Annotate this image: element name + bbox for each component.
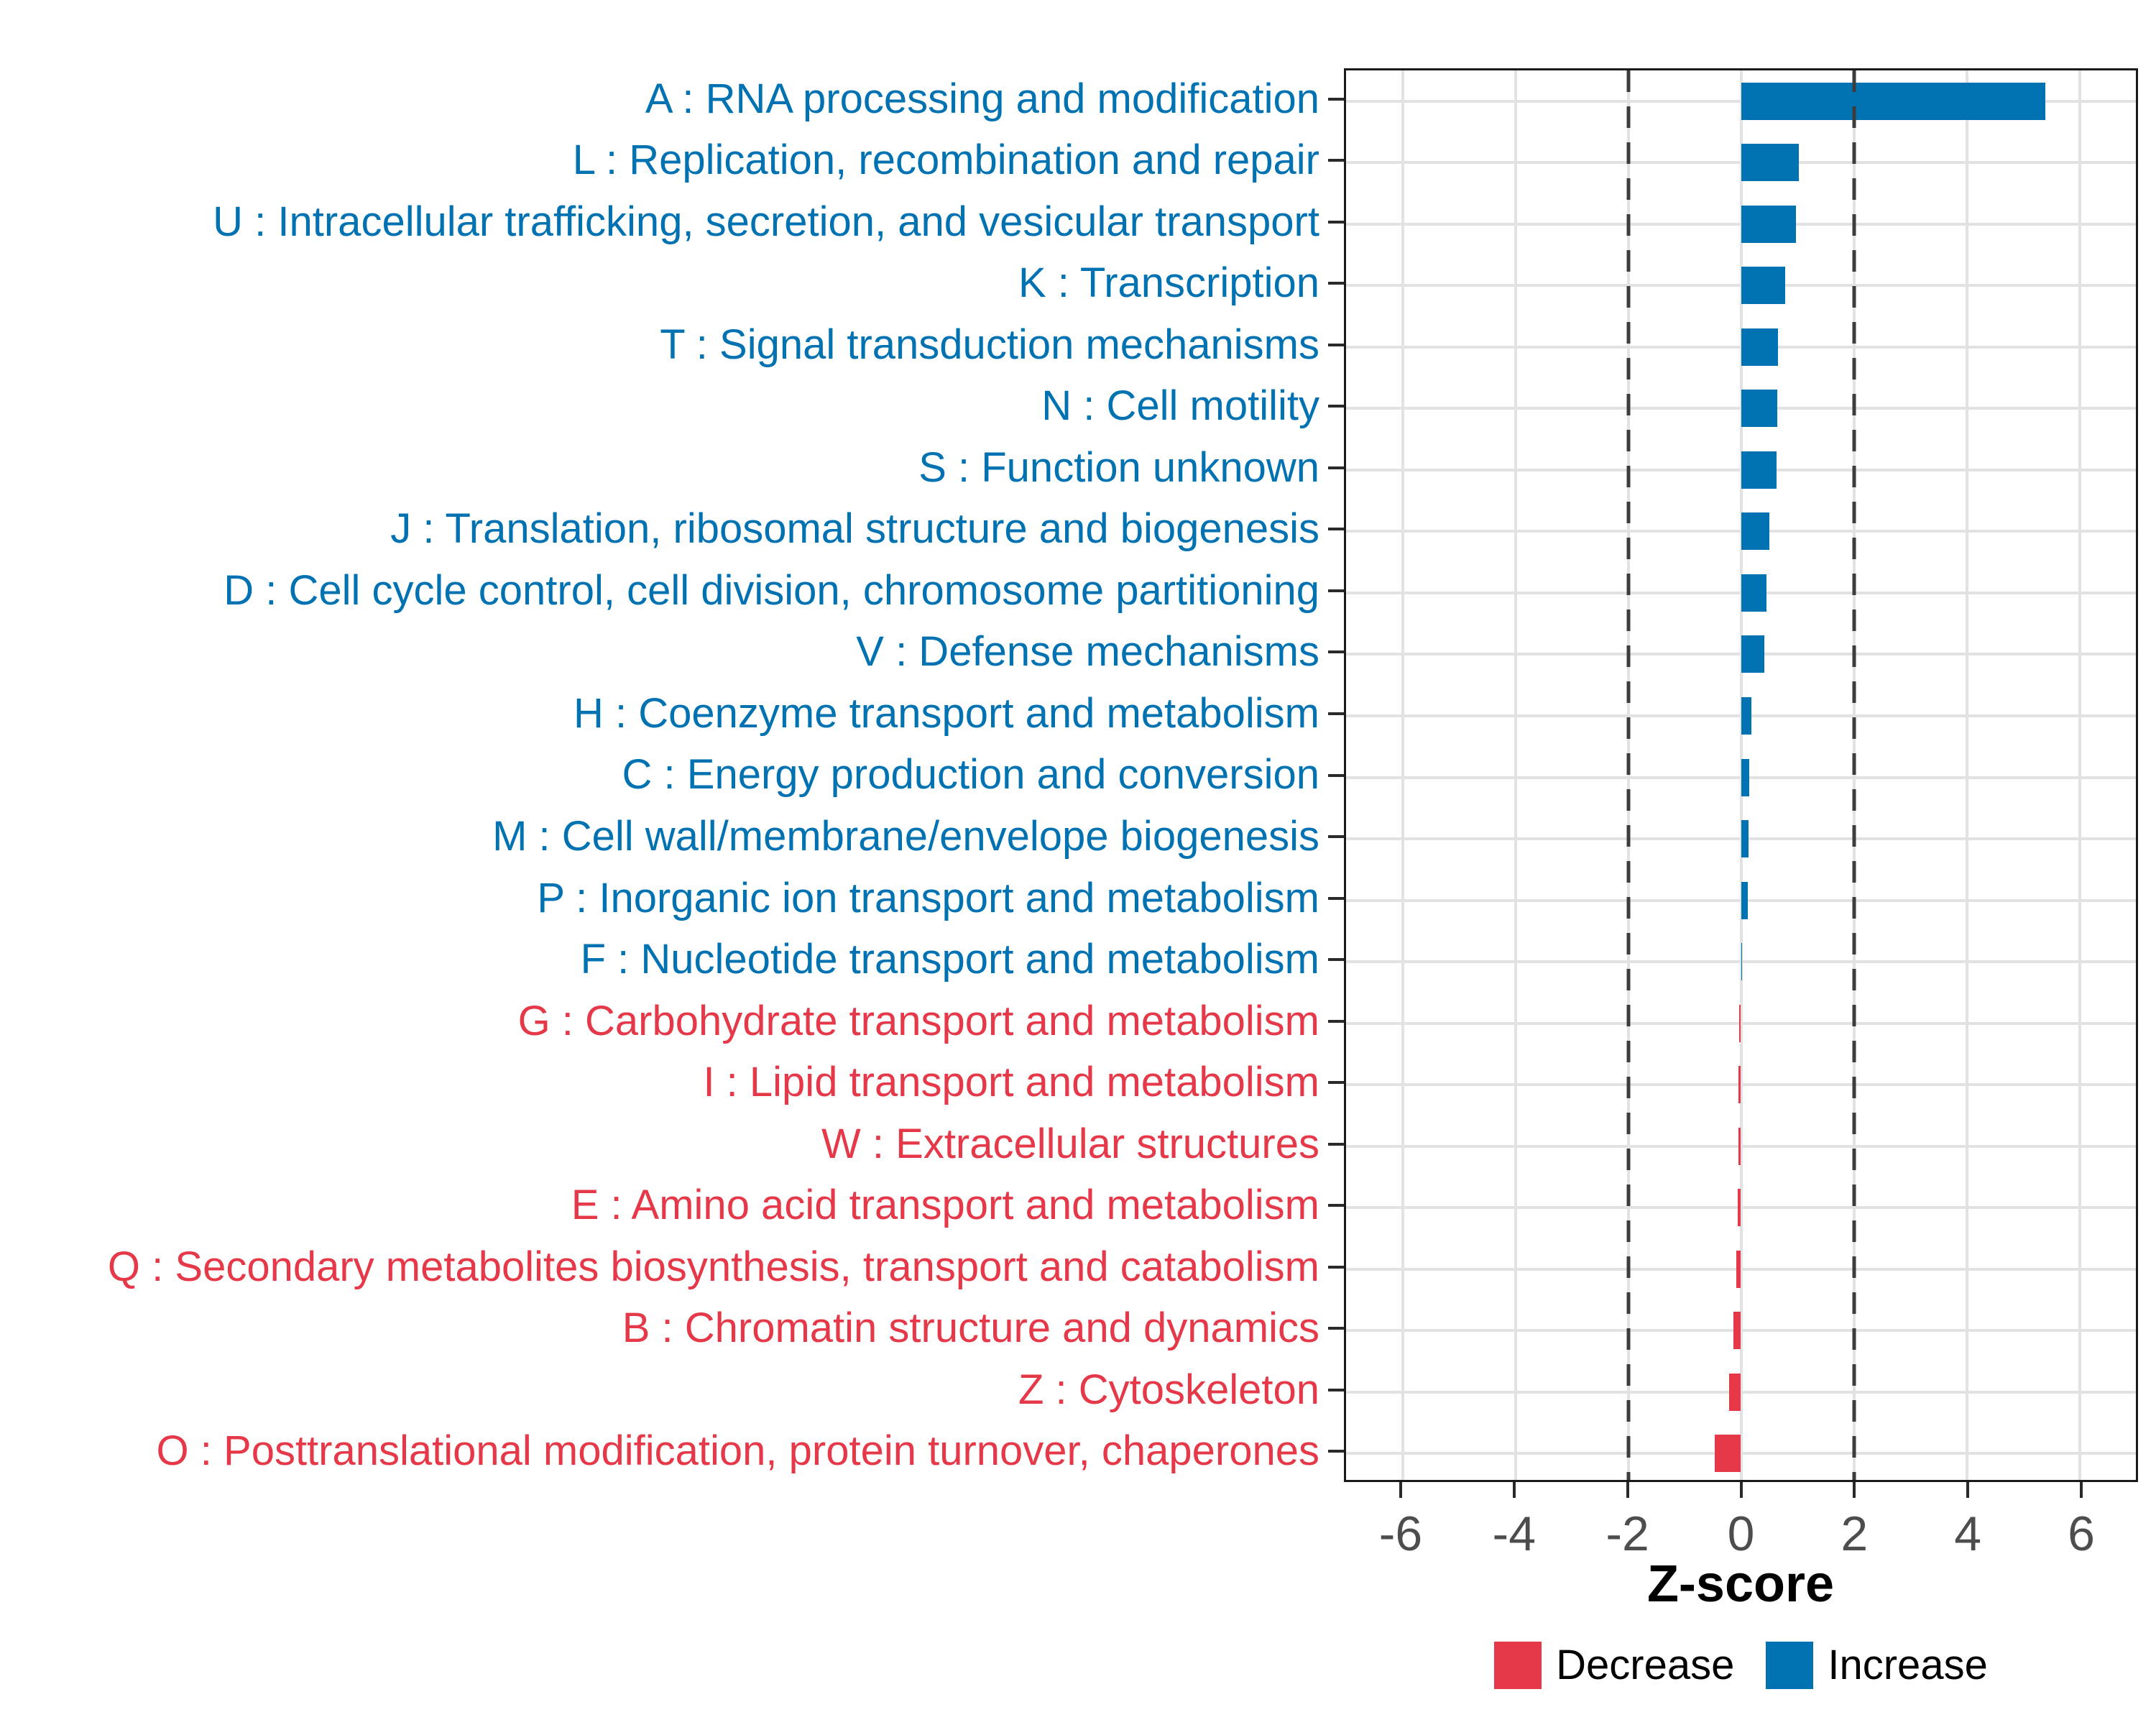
bar-J [1741,512,1769,550]
y-tick-V [1328,650,1344,653]
y-label-H: H : Coenzyme transport and metabolism [573,689,1319,737]
bar-K [1741,267,1785,304]
y-label-K: K : Transcription [1018,259,1319,307]
y-tick-B [1328,1327,1344,1330]
reference-line--2 [1626,70,1630,1480]
y-tick-M [1328,835,1344,838]
bar-W [1738,1128,1741,1165]
gridline-row-I [1346,1083,2136,1086]
bar-I [1738,1066,1741,1103]
legend-item-decrease [1494,1642,1734,1689]
bar-U [1741,206,1797,243]
y-label-A: A : RNA processing and modification [645,75,1319,122]
y-tick-G [1328,1020,1344,1023]
x-tick-label-4: 4 [1954,1506,1982,1561]
x-tick--6 [1399,1482,1402,1498]
y-tick-T [1328,344,1344,346]
y-tick-D [1328,589,1344,592]
gridline-row-G [1346,1022,2136,1025]
gridline-row-O [1346,1452,2136,1455]
y-tick-F [1328,958,1344,961]
y-label-B: B : Chromatin structure and dynamics [622,1305,1319,1352]
bar-Z [1729,1374,1741,1411]
y-tick-A [1328,98,1344,101]
x-tick--4 [1513,1482,1516,1498]
y-label-I: I : Lipid transport and metabolism [703,1059,1319,1106]
bar-N [1741,390,1777,427]
y-label-J: J : Translation, ribosomal structure and biogenesis [390,505,1319,553]
y-label-E: E : Amino acid transport and metabolism [571,1182,1319,1229]
bar-D [1741,574,1766,612]
y-label-N: N : Cell motility [1041,382,1319,430]
bar-Q [1736,1251,1741,1288]
y-label-M: M : Cell wall/membrane/envelope biogenesis [492,813,1319,860]
y-label-G: G : Carbohydrate transport and metabolism [517,997,1319,1044]
y-label-V: V : Defense mechanisms [856,628,1319,676]
bar-V [1741,635,1765,673]
x-tick-label-2: 2 [1841,1506,1869,1561]
y-label-P: P : Inorganic ion transport and metabolism [537,874,1319,921]
y-label-Z: Z : Cytoskeleton [1018,1366,1319,1413]
y-tick-Z [1328,1389,1344,1392]
x-tick-4 [1966,1482,1969,1498]
legend-swatch-increase [1766,1642,1813,1689]
bar-T [1741,328,1779,366]
x-axis-title: Z-score [1646,1555,1835,1613]
plot-panel [1344,68,2138,1482]
y-tick-U [1328,221,1344,224]
y-label-F: F : Nucleotide transport and metabolism [580,936,1319,983]
x-tick-6 [2080,1482,2083,1498]
y-tick-K [1328,282,1344,285]
bar-F [1741,943,1743,980]
y-tick-L [1328,159,1344,162]
y-label-Q: Q : Secondary metabolites biosynthesis, transport and catabolism [107,1243,1319,1290]
bar-A [1741,83,2046,120]
y-label-S: S : Function unknown [918,443,1319,491]
y-tick-W [1328,1143,1344,1146]
y-label-U: U : Intracellular trafficking, secretion, and vesicular transport [213,198,1319,245]
x-tick-0 [1740,1482,1743,1498]
y-label-L: L : Replication, recombination and repair [572,137,1319,184]
bar-B [1733,1312,1741,1349]
bar-L [1741,144,1800,181]
bar-M [1741,820,1749,857]
y-tick-Q [1328,1266,1344,1269]
y-tick-P [1328,897,1344,900]
x-tick-label--6: -6 [1378,1506,1423,1561]
y-label-C: C : Energy production and conversion [622,751,1319,799]
gridline-row-Q [1346,1268,2136,1271]
legend [1344,1640,2138,1690]
legend-label-decrease: Decrease [1556,1642,1735,1688]
y-tick-E [1328,1204,1344,1207]
bar-O [1715,1435,1741,1472]
legend-item-increase [1766,1642,1987,1689]
y-tick-H [1328,712,1344,715]
y-tick-S [1328,466,1344,469]
bar-G [1739,1005,1741,1042]
legend-swatch-decrease [1494,1642,1542,1689]
legend-label-increase: Increase [1828,1642,1988,1688]
reference-line-2 [1852,70,1856,1480]
x-tick-label--4: -4 [1492,1506,1537,1561]
bar-H [1741,697,1751,735]
x-tick--2 [1626,1482,1629,1498]
gridline-row-B [1346,1329,2136,1332]
gridline-row-Z [1346,1391,2136,1394]
bar-E [1738,1189,1741,1226]
y-tick-C [1328,774,1344,777]
y-tick-O [1328,1450,1344,1453]
y-tick-N [1328,405,1344,408]
x-tick-label-0: 0 [1727,1506,1755,1561]
bar-C [1741,759,1750,796]
x-tick-label-6: 6 [2068,1506,2095,1561]
gridline-row-E [1346,1206,2136,1209]
y-label-D: D : Cell cycle control, cell division, chromosome partitioning [224,566,1319,614]
bar-S [1741,451,1777,489]
y-label-T: T : Signal transduction mechanisms [660,321,1319,368]
y-label-W: W : Extracellular structures [821,1120,1319,1167]
y-tick-J [1328,528,1344,530]
y-tick-I [1328,1081,1344,1084]
x-tick-label--2: -2 [1606,1506,1649,1561]
bar-P [1741,882,1748,919]
x-tick-2 [1853,1482,1856,1498]
gridline-row-W [1346,1145,2136,1148]
y-label-O: O : Posttranslational modification, protein turnover, chaperones [156,1427,1319,1475]
